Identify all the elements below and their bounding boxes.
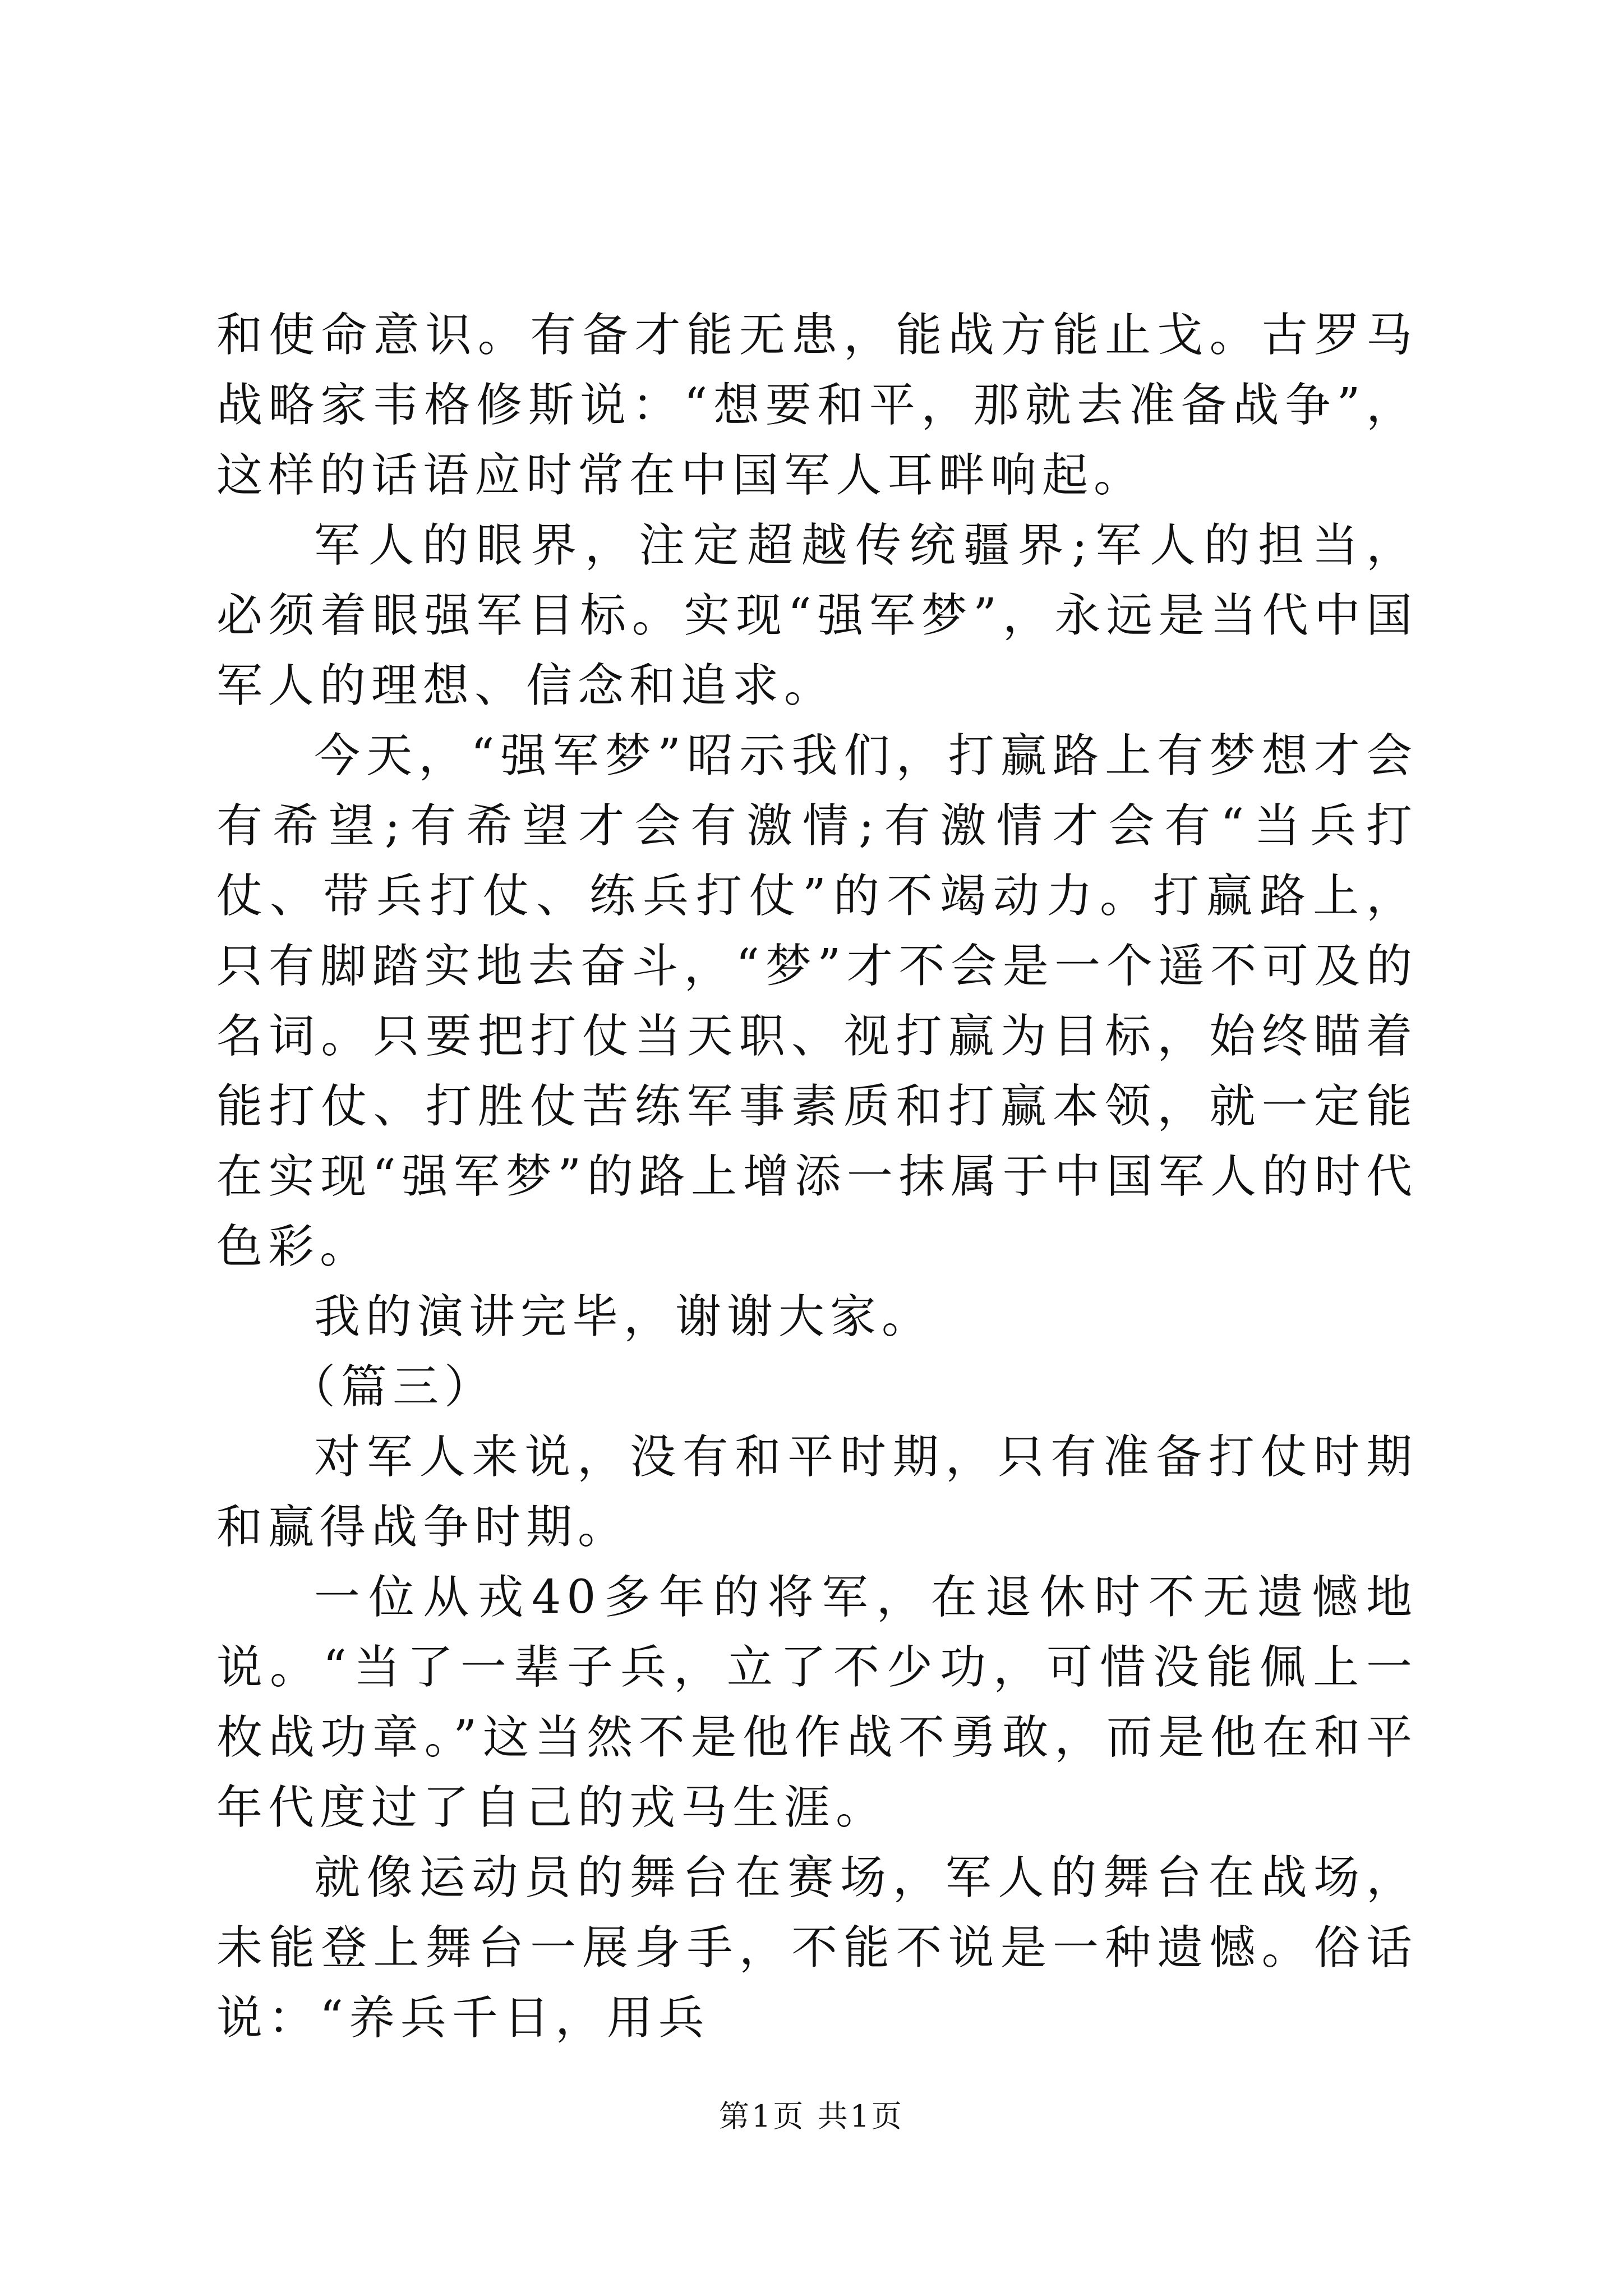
paragraph-soldier-vision: 军人的眼界，注定超越传统疆界;军人的担当，必须着眼强军目标。实现“强军梦”，永远是当代中国军人的理想、信念和追求。	[216, 519, 1418, 712]
paragraph-strong-army-dream: 今天，“强军梦”昭示我们，打赢路上有梦想才会有希望;有希望才会有激情;有激情才会有“当兵打仗、带兵打仗、练兵打仗”的不竭动力。打赢路上，只有脚踏实地去奋斗，“梦”才不会是一个遥不可及的名词。只要把打仗当天职、视打赢为目标，始终瞄着能打仗、打胜仗苦练军事素质和打赢本领，就一定能在实现“强军梦”的路上增添一抹属于中国军人的时代色彩。	[216, 729, 1418, 1273]
paragraph-speech-closing: 我的演讲完毕，谢谢大家。	[314, 1290, 934, 1343]
paragraph-athlete-analogy: 就像运动员的舞台在赛场，军人的舞台在战场，未能登上舞台一展身手，不能不说是一种遗憾。俗话说：“养兵千日，用兵	[216, 1851, 1418, 2045]
section-heading: （篇三）	[289, 1360, 496, 1414]
paragraph-continuation: 和使命意识。有备才能无患，能战方能止戈。古罗马战略家韦格修斯说：“想要和平，那就去准备战争”，这样的话语应时常在中国军人耳畔响起。	[216, 309, 1418, 502]
page-number-footer: 第1页 共1页	[719, 2099, 904, 2134]
document-body	[216, 300, 1418, 2053]
paragraph-no-peacetime: 对军人来说，没有和平时期，只有准备打仗时期和赢得战争时期。	[216, 1430, 1418, 1554]
paragraph-general-anecdote: 一位从戎40多年的将军，在退休时不无遗憾地说。“当了一辈子兵，立了不少功，可惜没能佩上一枚战功章。”这当然不是他作战不勇敢，而是他在和平年代度过了自己的戎马生涯。	[216, 1571, 1418, 1834]
